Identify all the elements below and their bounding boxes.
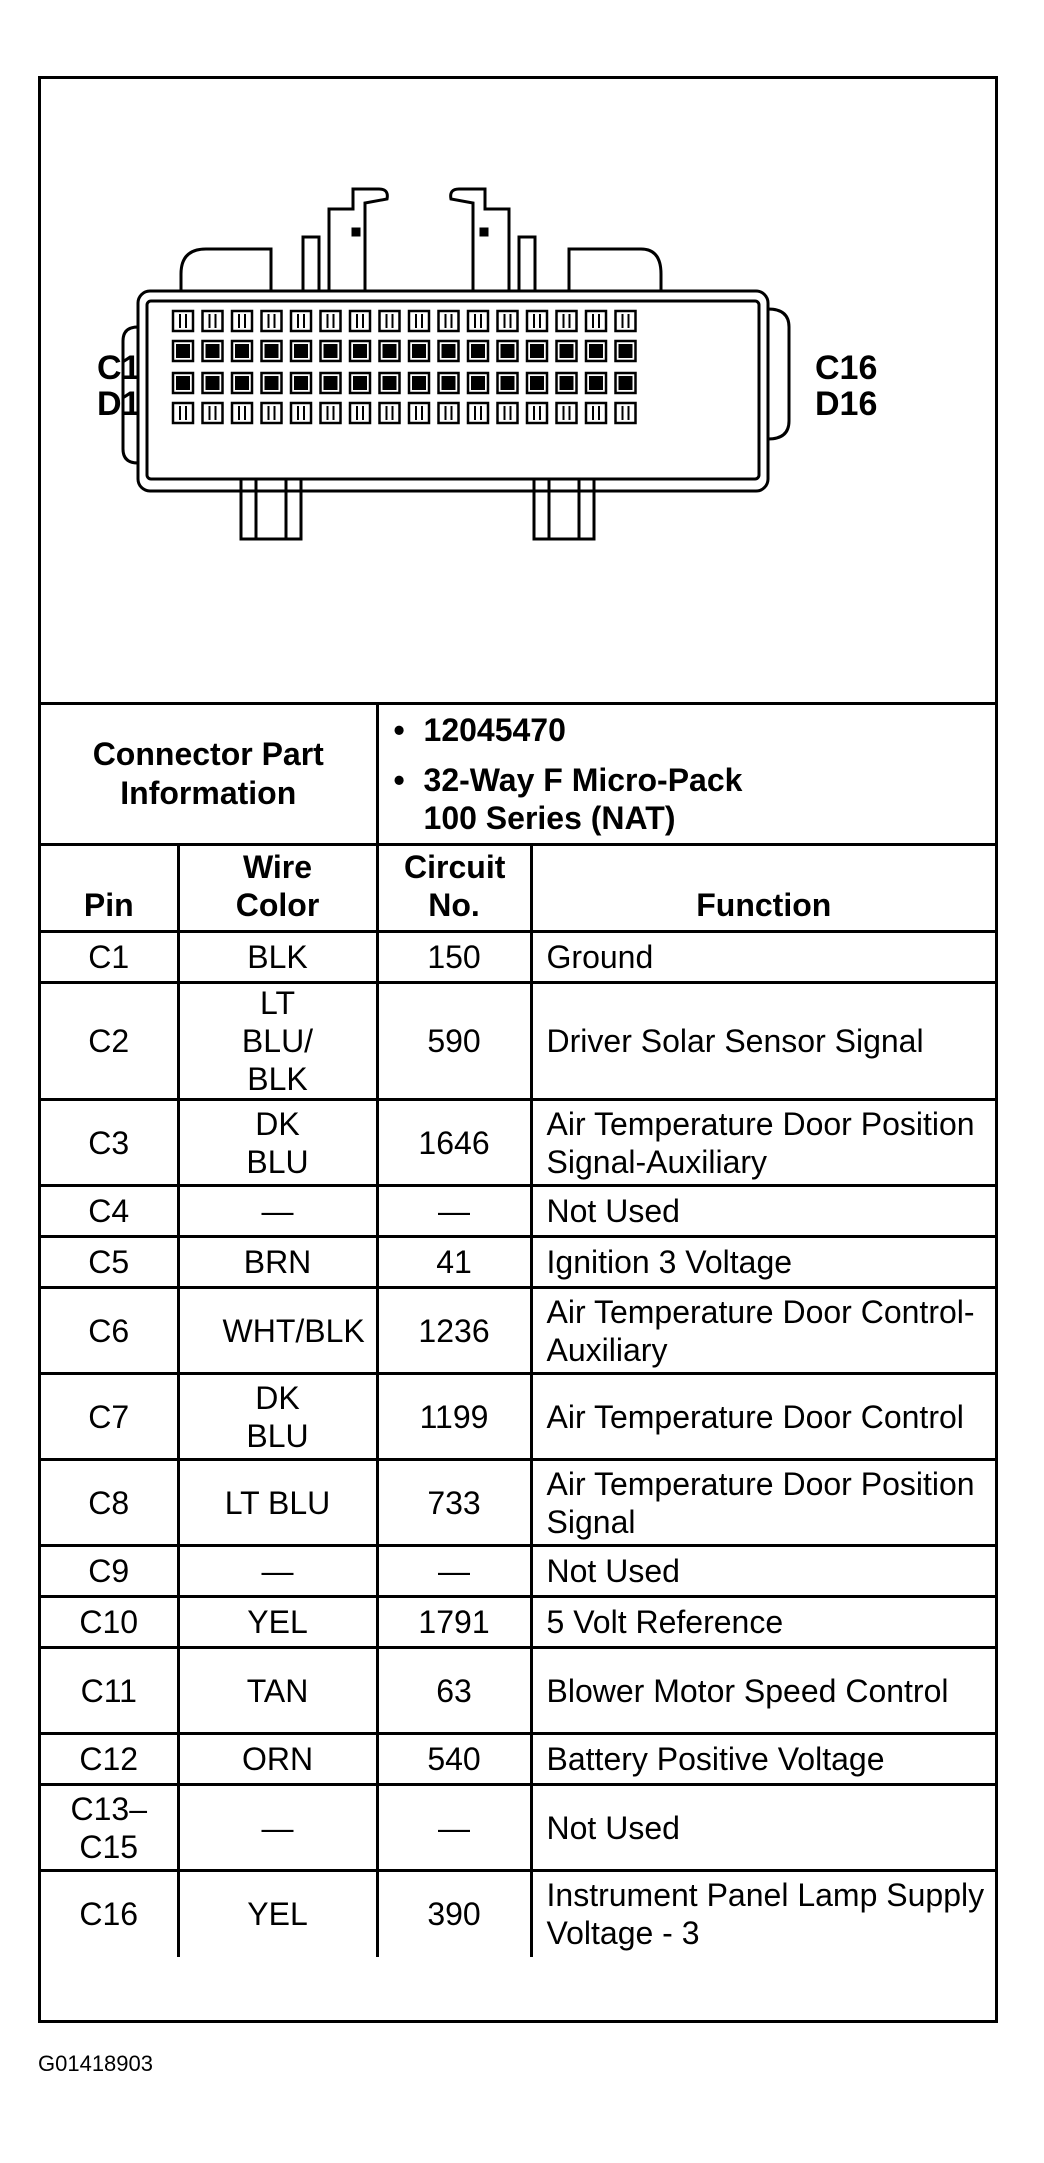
pin-cavity-d xyxy=(291,403,311,423)
pin-cell-text: C11 xyxy=(80,1672,137,1709)
pin-terminal xyxy=(324,376,338,390)
function-cell-text: Battery Positive Voltage xyxy=(546,1741,885,1777)
pin-cell-text: C4 xyxy=(88,1193,130,1229)
function-cell xyxy=(531,1648,995,1734)
circuit-no-cell-text: 1646 xyxy=(418,1124,490,1161)
latch-left-post xyxy=(303,237,319,291)
wire-color-cell xyxy=(178,1374,377,1460)
pin-cavity-d xyxy=(498,403,518,423)
pin-cell-text: C10 xyxy=(79,1604,139,1640)
table-row xyxy=(41,1374,995,1460)
wire-color-cell-text: YEL xyxy=(247,1896,308,1933)
wire-color-cell-text: ORN xyxy=(241,1741,314,1777)
function-cell-text: Driver Solar Sensor Signal xyxy=(546,1023,924,1059)
circuit-no-cell xyxy=(377,983,531,1100)
pin-cell xyxy=(41,932,178,983)
pin-cavity-d xyxy=(409,403,429,423)
wire-color-cell-text: LT BLU/ BLK xyxy=(241,985,314,1097)
circuit-no-cell-text: 733 xyxy=(427,1484,481,1521)
wire-color-cell-text: LT BLU xyxy=(224,1484,331,1521)
pin-terminal xyxy=(619,344,633,358)
pin-cell-text: C3 xyxy=(88,1124,130,1161)
wire-color-header-text: Wire Color xyxy=(235,849,320,923)
pin-cavity-d xyxy=(439,403,459,423)
pin-cell xyxy=(41,983,178,1100)
circuit-no-cell xyxy=(377,1785,531,1871)
pin-terminal xyxy=(560,344,574,358)
function-cell xyxy=(531,1597,995,1648)
circuit-no-cell xyxy=(377,1374,531,1460)
pin-terminal xyxy=(294,376,308,390)
circuit-no-cell-text: 390 xyxy=(427,1896,481,1933)
pin-cavity-d xyxy=(232,403,252,423)
wire-color-cell xyxy=(178,983,377,1100)
pin-cavity-d xyxy=(586,403,606,423)
function-cell-text: Ground xyxy=(546,939,654,975)
circuit-no-cell xyxy=(377,1734,531,1785)
connector-part-number xyxy=(393,711,996,749)
latch-left xyxy=(329,189,387,291)
connector-housing xyxy=(123,189,789,539)
pin-cavity-c xyxy=(291,311,311,331)
table-row xyxy=(41,1237,995,1288)
pin-terminal xyxy=(530,376,544,390)
wire-color-cell xyxy=(178,1237,377,1288)
pin-cavity-d xyxy=(321,403,341,423)
wire-color-cell xyxy=(178,1288,377,1374)
wire-color-cell-text: BRN xyxy=(243,1244,312,1280)
pin-cell xyxy=(41,1100,178,1186)
pin-cavity-c xyxy=(586,311,606,331)
pin-cavity-d xyxy=(468,403,488,423)
connector-info-details xyxy=(377,704,995,845)
pin-cell-text: C5 xyxy=(88,1244,130,1280)
pin-cell xyxy=(41,1597,178,1648)
pin-cavity-d xyxy=(557,403,577,423)
pin-cavity-d xyxy=(527,403,547,423)
table-row xyxy=(41,1785,995,1871)
table-row xyxy=(41,983,995,1100)
pin-cell xyxy=(41,1546,178,1597)
function-cell-text: Air Temperature Door Position Signal xyxy=(546,1465,975,1540)
pin-cell xyxy=(41,1288,178,1374)
circuit-no-cell xyxy=(377,1288,531,1374)
pin-label-c16: C16 xyxy=(815,349,878,387)
circuit-no-cell xyxy=(377,1100,531,1186)
pin-terminal xyxy=(412,344,426,358)
pin-cell-text: C13– C15 xyxy=(70,1790,147,1865)
pin-cavity-c xyxy=(350,311,370,331)
function-cell xyxy=(531,1785,995,1871)
pin-terminal xyxy=(235,376,249,390)
connector-type-text: 32-Way F Micro-Pack 100 Series (NAT) xyxy=(423,762,743,836)
circuit-no-cell xyxy=(377,1546,531,1597)
latch-right-post xyxy=(519,237,535,291)
table-row xyxy=(41,1460,995,1546)
pin-label-d16: D16 xyxy=(815,385,878,423)
circuit-no-cell-text: 590 xyxy=(427,1023,481,1059)
pin-cell xyxy=(41,1186,178,1237)
table-row xyxy=(41,1546,995,1597)
pin-terminal xyxy=(560,376,574,390)
column-header-circuit-no xyxy=(377,845,531,932)
function-cell xyxy=(531,1374,995,1460)
pin-cell-text: C12 xyxy=(79,1741,139,1777)
pin-terminal xyxy=(501,376,515,390)
function-cell xyxy=(531,1186,995,1237)
circuit-no-cell-text: — xyxy=(438,1193,471,1229)
pin-cell xyxy=(41,1734,178,1785)
table-row xyxy=(41,1100,995,1186)
pin-terminal xyxy=(176,376,190,390)
pin-terminal xyxy=(265,376,279,390)
pin-grid xyxy=(173,311,636,423)
wire-color-cell xyxy=(178,1648,377,1734)
table-row xyxy=(41,1871,995,1957)
pin-terminal xyxy=(530,344,544,358)
pin-cell-text: C16 xyxy=(79,1896,139,1933)
function-cell-text: Not Used xyxy=(546,1193,680,1229)
pin-label-c1: C1 xyxy=(97,349,141,387)
wire-color-cell xyxy=(178,1460,377,1546)
table-row xyxy=(41,1597,995,1648)
wire-color-cell-text: DK BLU xyxy=(246,1379,309,1454)
key-right xyxy=(534,479,594,539)
connector-type xyxy=(393,761,744,837)
function-cell xyxy=(531,1734,995,1785)
pin-cavity-c xyxy=(321,311,341,331)
circuit-no-header-text: Circuit No. xyxy=(404,849,506,923)
bullet-icon: • xyxy=(393,712,405,748)
pin-terminal xyxy=(589,344,603,358)
pin-label-d1: D1 xyxy=(97,385,141,423)
circuit-no-cell xyxy=(377,1237,531,1288)
key-left-lines xyxy=(256,479,286,539)
connector-info-heading: Connector Part Information xyxy=(41,704,377,845)
column-header-function: Function xyxy=(531,845,995,932)
pin-terminal xyxy=(442,344,456,358)
pin-cavity-d xyxy=(350,403,370,423)
pin-cell xyxy=(41,1785,178,1871)
circuit-no-cell xyxy=(377,1460,531,1546)
pin-cavity-c xyxy=(468,311,488,331)
latch-right xyxy=(451,189,509,291)
pin-terminal xyxy=(265,344,279,358)
function-cell-text: Instrument Panel Lamp Supply Voltage - 3 xyxy=(546,1877,985,1952)
circuit-no-cell-text: 41 xyxy=(436,1244,472,1280)
function-cell xyxy=(531,1288,995,1374)
pin-cavity-d xyxy=(262,403,282,423)
circuit-no-cell xyxy=(377,1597,531,1648)
pin-terminal xyxy=(619,376,633,390)
pin-cell xyxy=(41,1648,178,1734)
function-cell-text: 5 Volt Reference xyxy=(546,1604,784,1640)
wire-color-cell xyxy=(178,1546,377,1597)
wire-color-cell-text: YEL xyxy=(247,1604,308,1640)
circuit-no-cell xyxy=(377,1871,531,1957)
pin-terminal xyxy=(206,376,220,390)
function-cell xyxy=(531,1871,995,1957)
function-cell-text: Air Temperature Door Position Signal-Auxiliary xyxy=(546,1105,975,1180)
wire-color-cell xyxy=(178,1186,377,1237)
connector-face-view xyxy=(41,79,995,702)
pin-terminal xyxy=(589,376,603,390)
pin-cell-text: C6 xyxy=(88,1312,130,1349)
circuit-no-cell-text: — xyxy=(438,1809,471,1846)
pin-cavity-c xyxy=(557,311,577,331)
function-cell-text: Blower Motor Speed Control xyxy=(546,1672,949,1709)
circuit-no-cell-text: 1199 xyxy=(419,1398,489,1435)
circuit-no-cell xyxy=(377,932,531,983)
pin-cavity-d xyxy=(173,403,193,423)
wire-color-cell-text: TAN xyxy=(246,1672,309,1709)
pin-cell-text: C8 xyxy=(88,1484,130,1521)
function-cell-text: Not Used xyxy=(546,1809,680,1846)
function-cell-text: Air Temperature Door Control-Auxiliary xyxy=(546,1293,975,1368)
column-header-wire-color xyxy=(178,845,377,932)
function-cell xyxy=(531,1237,995,1288)
pin-cavity-c xyxy=(409,311,429,331)
pin-cell-text: C1 xyxy=(88,939,130,975)
pin-cavity-d xyxy=(616,403,636,423)
pin-cavity-c xyxy=(262,311,282,331)
column-header-pin: Pin xyxy=(41,845,178,932)
table-row xyxy=(41,932,995,983)
function-cell xyxy=(531,932,995,983)
pin-cavity-c xyxy=(203,311,223,331)
pin-cell xyxy=(41,1871,178,1957)
pin-cell-text: C2 xyxy=(88,1023,130,1059)
wire-color-cell-text: — xyxy=(261,1193,294,1229)
figure-code: G01418903 xyxy=(38,2051,153,2076)
function-cell xyxy=(531,1460,995,1546)
circuit-no-cell-text: 540 xyxy=(427,1741,481,1777)
pin-cell-text: C7 xyxy=(88,1398,130,1435)
connector-info-row xyxy=(41,704,995,845)
table-row xyxy=(41,1288,995,1374)
latch-left-marker xyxy=(353,229,359,235)
wire-color-cell xyxy=(178,1597,377,1648)
circuit-no-cell xyxy=(377,1648,531,1734)
pin-terminal xyxy=(353,376,367,390)
key-right-lines xyxy=(549,479,579,539)
circuit-no-cell-text: 1791 xyxy=(418,1604,490,1640)
wire-color-cell xyxy=(178,1734,377,1785)
pin-terminal xyxy=(176,344,190,358)
pin-terminal xyxy=(324,344,338,358)
table-header-row xyxy=(41,845,995,932)
pin-cell xyxy=(41,1460,178,1546)
pin-cavity-c xyxy=(232,311,252,331)
wire-color-cell-text: WHT/BLK xyxy=(222,1312,365,1349)
table-row xyxy=(41,1186,995,1237)
wire-color-cell xyxy=(178,1871,377,1957)
pin-terminal xyxy=(294,344,308,358)
pin-terminal xyxy=(383,376,397,390)
function-cell xyxy=(531,983,995,1100)
part-number-text: 12045470 xyxy=(423,712,566,748)
function-cell-text: Ignition 3 Voltage xyxy=(546,1244,793,1280)
table-row xyxy=(41,1648,995,1734)
pin-cell xyxy=(41,1237,178,1288)
pin-cavity-c xyxy=(439,311,459,331)
circuit-no-cell xyxy=(377,1186,531,1237)
bullet-icon: • xyxy=(393,762,405,798)
pin-terminal xyxy=(471,376,485,390)
wire-color-cell xyxy=(178,932,377,983)
connector-figure xyxy=(38,76,998,2023)
pin-cell-text: C9 xyxy=(88,1553,130,1589)
function-cell-text: Not Used xyxy=(546,1553,680,1589)
pin-terminal xyxy=(235,344,249,358)
housing-right-shoulder xyxy=(569,249,661,291)
pin-terminal xyxy=(353,344,367,358)
wire-color-cell xyxy=(178,1785,377,1871)
pin-cell xyxy=(41,1374,178,1460)
function-cell xyxy=(531,1100,995,1186)
key-left xyxy=(241,479,301,539)
function-cell-text: Air Temperature Door Control xyxy=(546,1398,964,1435)
circuit-no-cell-text: 63 xyxy=(436,1672,472,1709)
pin-cavity-c xyxy=(527,311,547,331)
circuit-no-cell-text: — xyxy=(438,1553,471,1589)
wire-color-cell-text: DK BLU xyxy=(246,1105,309,1180)
pin-terminal xyxy=(412,376,426,390)
pin-terminal xyxy=(471,344,485,358)
circuit-no-cell-text: 150 xyxy=(427,939,481,975)
housing-right-ear xyxy=(768,309,789,439)
function-cell xyxy=(531,1546,995,1597)
pin-terminal xyxy=(383,344,397,358)
pin-cavity-c xyxy=(173,311,193,331)
wire-color-cell-text: — xyxy=(261,1553,294,1589)
pin-cavity-c xyxy=(380,311,400,331)
wire-color-cell-text: — xyxy=(261,1809,294,1846)
table-row xyxy=(41,1734,995,1785)
latch-right-marker xyxy=(481,229,487,235)
wire-color-cell-text: BLK xyxy=(247,939,308,975)
pin-cavity-d xyxy=(203,403,223,423)
pin-cavity-d xyxy=(380,403,400,423)
pin-terminal xyxy=(206,344,220,358)
circuit-no-cell-text: 1236 xyxy=(418,1312,490,1349)
pin-terminal xyxy=(442,376,456,390)
pin-terminal xyxy=(501,344,515,358)
pin-cavity-c xyxy=(616,311,636,331)
pin-cavity-c xyxy=(498,311,518,331)
pinout-rows xyxy=(41,932,995,1957)
housing-left-shoulder xyxy=(181,249,271,291)
pinout-table xyxy=(41,702,995,1957)
wire-color-cell xyxy=(178,1100,377,1186)
